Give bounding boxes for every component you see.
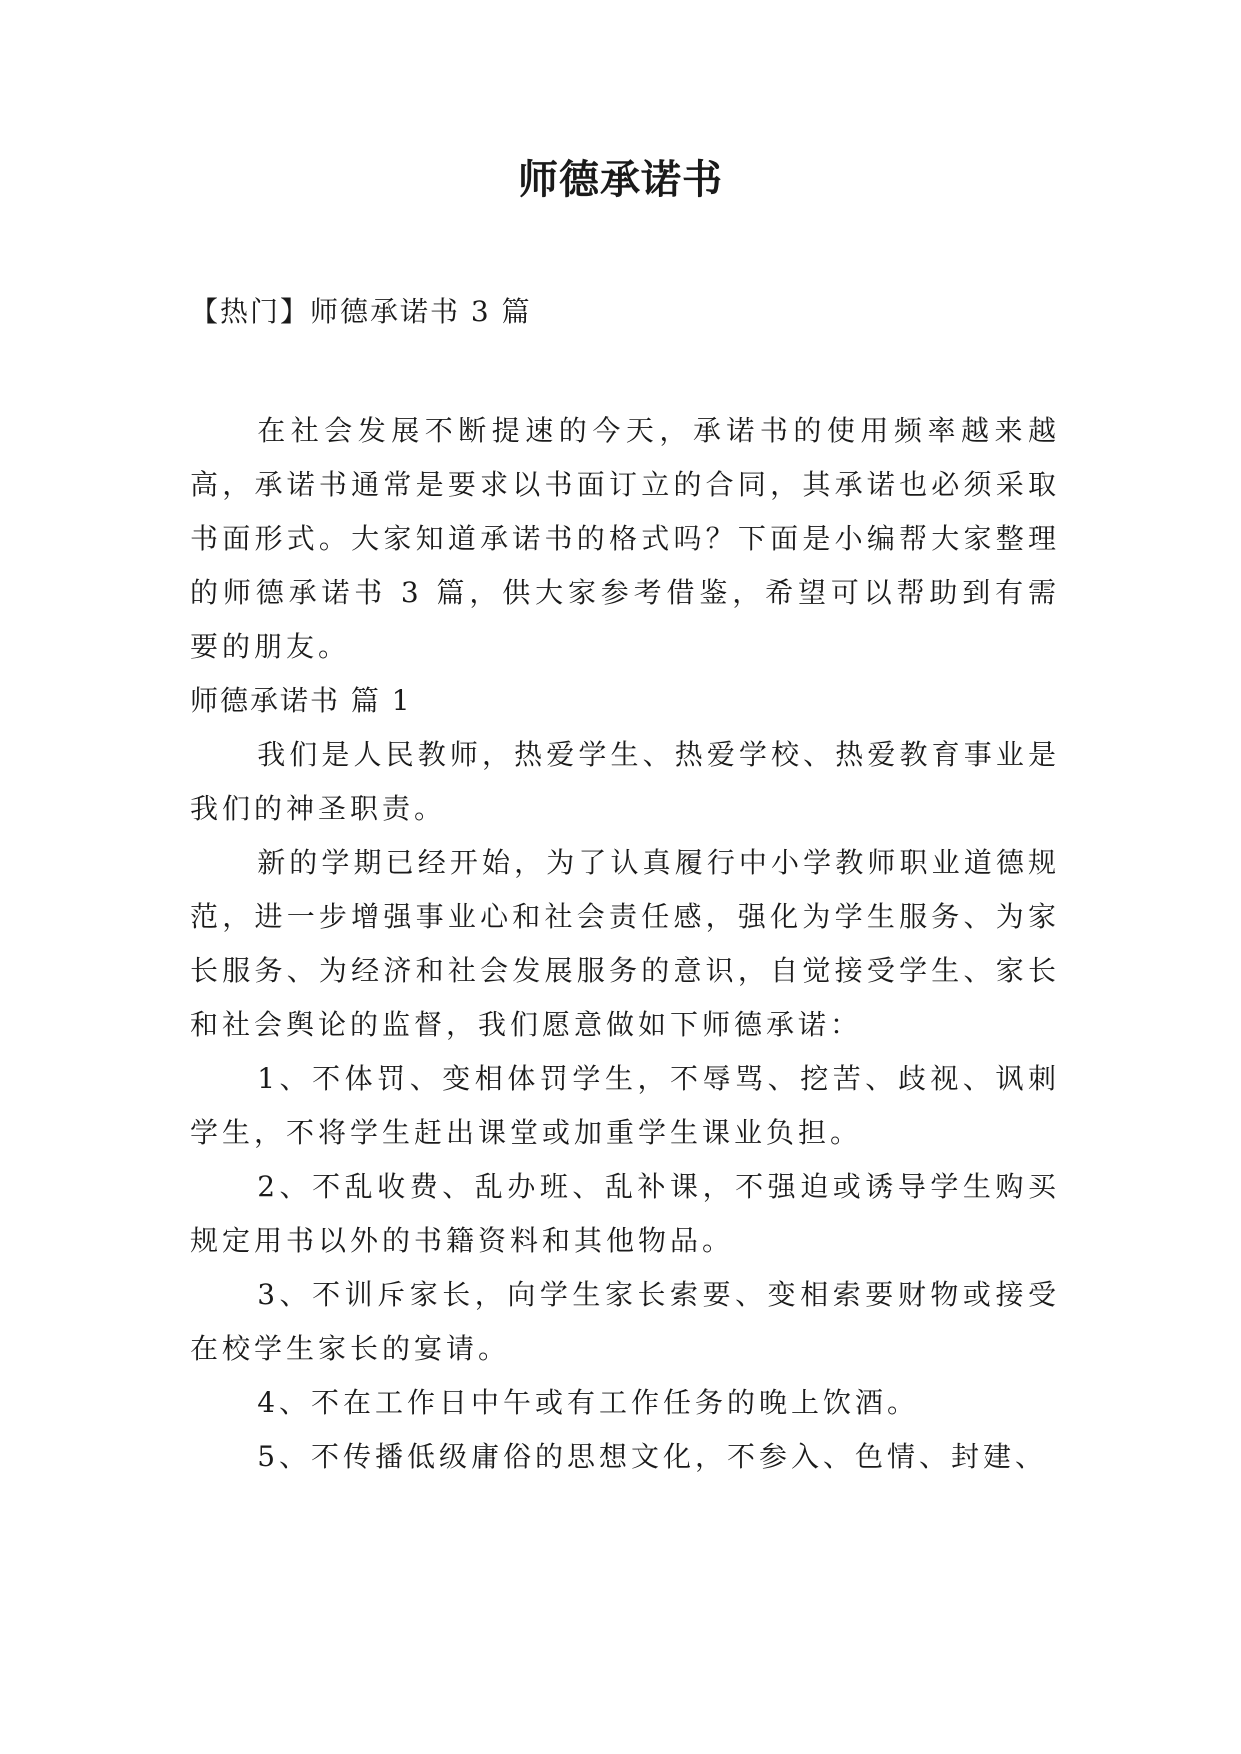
pledge-item-4: 4、不在工作日中午或有工作任务的晚上饮酒。: [257, 1386, 920, 1419]
document-subtitle: 【热门】师德承诺书 3 篇: [190, 295, 532, 328]
body-paragraph: 新的学期已经开始，为了认真履行中小学教师职业道德规范，进一步增强事业心和社会责任感，强化为学生服务、为家长服务、为经济和社会发展服务的意识，自觉接受学生、家长和社会舆论的监督，我们愿意做如下师德承诺：: [190, 846, 1060, 1041]
pledge-item-5: 5、不传播低级庸俗的思想文化，不参入、色情、封建、: [257, 1440, 1048, 1473]
pledge-item-3: 3、不训斥家长，向学生家长索要、变相索要财物或接受在校学生家长的宴请。: [190, 1278, 1060, 1365]
document-body: [190, 404, 1060, 1484]
document-title: 师德承诺书: [518, 156, 723, 203]
section-heading: 师德承诺书 篇 1: [190, 684, 412, 717]
pledge-item-1: 1、不体罚、变相体罚学生，不辱骂、挖苦、歧视、讽刺学生，不将学生赶出课堂或加重学生课业负担。: [190, 1062, 1060, 1149]
intro-paragraph: 在社会发展不断提速的今天，承诺书的使用频率越来越高，承诺书通常是要求以书面订立的合同，其承诺也必须采取书面形式。大家知道承诺书的格式吗？下面是小编帮大家整理的师德承诺书 3 篇，供大家参考借鉴，希望可以帮助到有需要的朋友。: [190, 414, 1060, 663]
pledge-item-2: 2、不乱收费、乱办班、乱补课，不强迫或诱导学生购买规定用书以外的书籍资料和其他物品。: [190, 1170, 1060, 1257]
body-paragraph: 我们是人民教师，热爱学生、热爱学校、热爱教育事业是我们的神圣职责。: [190, 738, 1060, 825]
